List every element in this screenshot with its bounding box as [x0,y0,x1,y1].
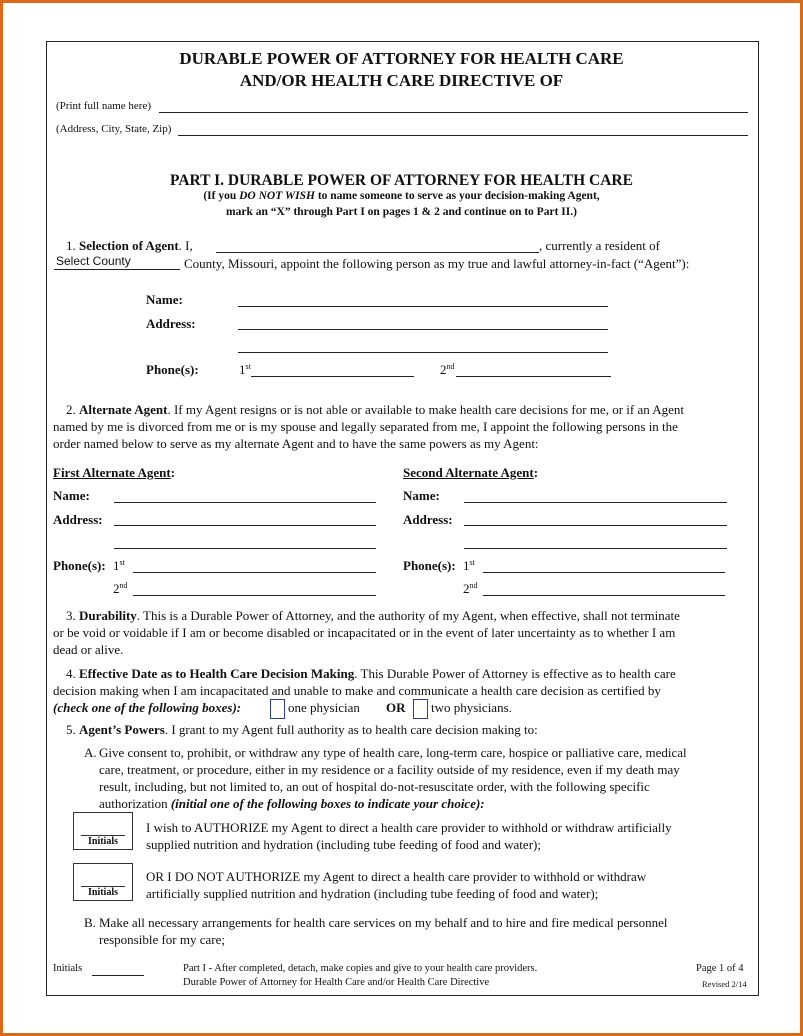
first-alt-phone-label: Phone(s): [53,558,106,573]
second-alt-phone-label: Phone(s): [403,558,456,573]
address-field[interactable] [178,135,748,136]
county-select[interactable]: Select County [54,254,180,270]
first-alt-name-label: Name: [53,488,90,503]
section5a-label: A. [84,745,97,760]
second-alt-phone2-label: 2nd [463,581,478,596]
part1-heading: PART I. DURABLE POWER OF ATTORNEY FOR HEALTH CARE [170,172,633,189]
second-alt-name-field[interactable] [464,502,727,503]
two-physicians-label: two physicians. [431,700,512,715]
first-alt-phone2-label: 2nd [113,581,128,596]
not-authorize-initials-label: Initials [87,887,118,898]
footer-initials-label: Initials [53,963,83,974]
section2-line3: order named below to serve as my alternate Agent and to have the same powers as my Agent: [53,436,539,451]
section5a-line2: care, treatment, or procedure, either in my residence or a facility outside of my residence, even if my death may [99,762,680,777]
first-alt-phone1-field[interactable] [133,572,376,573]
second-alt-address-field-2[interactable] [464,548,727,549]
print-name-label: (Print full name here) [56,100,151,112]
second-alt-name-label: Name: [403,488,440,503]
revision-date: Revised 2/14 [702,979,747,989]
section1-county-text: County, Missouri, appoint the following person as my true and lawful attorney-in-fact (“Agent”): [184,256,690,271]
agent-phone1-field[interactable] [251,376,414,377]
section3-line3: dead or alive. [53,642,124,657]
section4-check-label: (check one of the following boxes): [53,700,242,715]
agent-address-field-2[interactable] [238,352,608,353]
authorize-line1: I wish to AUTHORIZE my Agent to direct a health care provider to withhold or withdraw artificially [146,820,672,835]
footer-note-line1: Part I - After completed, detach, make copies and give to your health care providers. [183,963,538,974]
first-alt-address-field-1[interactable] [114,525,376,526]
agent-phone1-label: 1st [239,362,251,377]
second-alt-phone1-label: 1st [463,558,475,573]
section5b-label: B. [84,915,96,930]
or-label: OR [386,700,406,715]
not-authorize-initials-box[interactable] [73,863,133,901]
form-title-line2: AND/OR HEALTH CARE DIRECTIVE OF [239,71,564,90]
section3-line1: 3. Durability. This is a Durable Power of Attorney, and the authority of my Agent, when effective, shall not terminate [66,608,680,623]
agent-phone2-label: 2nd [440,362,455,377]
agent-name-label: Name: [146,292,183,307]
address-label: (Address, City, State, Zip) [56,123,172,135]
second-alt-address-field-1[interactable] [464,525,727,526]
first-alternate-heading: First Alternate Agent: [53,465,176,480]
section5b-line1: Make all necessary arrangements for health care services on my behalf and to hire and fire medical personnel [99,915,668,930]
print-name-field[interactable] [159,112,748,113]
section5a-line3: result, including, but not limited to, an out of hospital do-not-resuscitate order, with the following specific [99,779,650,794]
agent-phone-label: Phone(s): [146,362,199,377]
agent-phone2-field[interactable] [456,376,611,377]
one-physician-checkbox[interactable] [270,699,285,719]
form-title-line1: DURABLE POWER OF ATTORNEY FOR HEALTH CARE [179,49,624,68]
part1-instruction-line1: (If you DO NOT WISH to name someone to serve as your decision-making Agent, [203,190,600,202]
section5-intro: 5. Agent’s Powers. I grant to my Agent full authority as to health care decision making to: [66,722,538,737]
section4-line2: decision making when I am incapacitated and unable to make and communicate a health care decision as certified by [53,683,661,698]
agent-name-field[interactable] [238,306,608,307]
agent-address-label: Address: [146,316,196,331]
one-physician-label: one physician [288,700,360,715]
not-authorize-line1: OR I DO NOT AUTHORIZE my Agent to direct a health care provider to withhold or withdraw [146,869,647,884]
section5a-line4: authorization (initial one of the following boxes to indicate your choice): [99,796,485,811]
principal-name-field[interactable] [216,252,539,253]
footer-note-line2: Durable Power of Attorney for Health Care and/or Health Care Directive [183,977,490,988]
agent-address-field-1[interactable] [238,329,608,330]
authorize-initials-label: Initials [87,836,118,847]
page-number: Page 1 of 4 [696,963,744,974]
two-physicians-checkbox[interactable] [413,699,428,719]
section2-line1: 2. Alternate Agent. If my Agent resigns or is not able or available to make health care decisions for me, or if an Agent [66,402,685,417]
footer-initials-field[interactable] [92,975,144,976]
first-alt-phone2-field[interactable] [133,595,376,596]
first-alt-address-field-2[interactable] [114,548,376,549]
section5b-line2: responsible for my care; [99,932,225,947]
authorize-initials-box[interactable] [73,812,133,850]
section4-line1: 4. Effective Date as to Health Care Decision Making. This Durable Power of Attorney is effective as to health care [66,666,676,681]
section1-resident-text: , currently a resident of [539,238,660,253]
first-alt-name-field[interactable] [114,502,376,503]
first-alt-phone1-label: 1st [113,558,125,573]
second-alt-phone1-field[interactable] [483,572,725,573]
part1-instruction-line2: mark an “X” through Part I on pages 1 & 2 and continue on to Part II.) [226,206,577,218]
second-alternate-heading: Second Alternate Agent: [403,465,539,480]
section1-line1: 1. Selection of Agent. I, [66,238,193,253]
section5a-line1: Give consent to, prohibit, or withdraw any type of health care, long-term care, hospice or palliative care, medical [99,745,687,760]
second-alt-address-label: Address: [403,512,453,527]
not-authorize-line2: artificially supplied nutrition and hydration (including tube feeding of food and water); [146,886,599,901]
first-alt-address-label: Address: [53,512,103,527]
authorize-line2: supplied nutrition and hydration (including tube feeding of food and water); [146,837,541,852]
section3-line2: or be void or voidable if I am or become disabled or incapacitated or in the event of later uncertainty as to whether I am [53,625,676,640]
second-alt-phone2-field[interactable] [483,595,725,596]
section2-line2: named by me is divorced from me or is my spouse and legally separated from me, I appoint the following persons in the [53,419,678,434]
